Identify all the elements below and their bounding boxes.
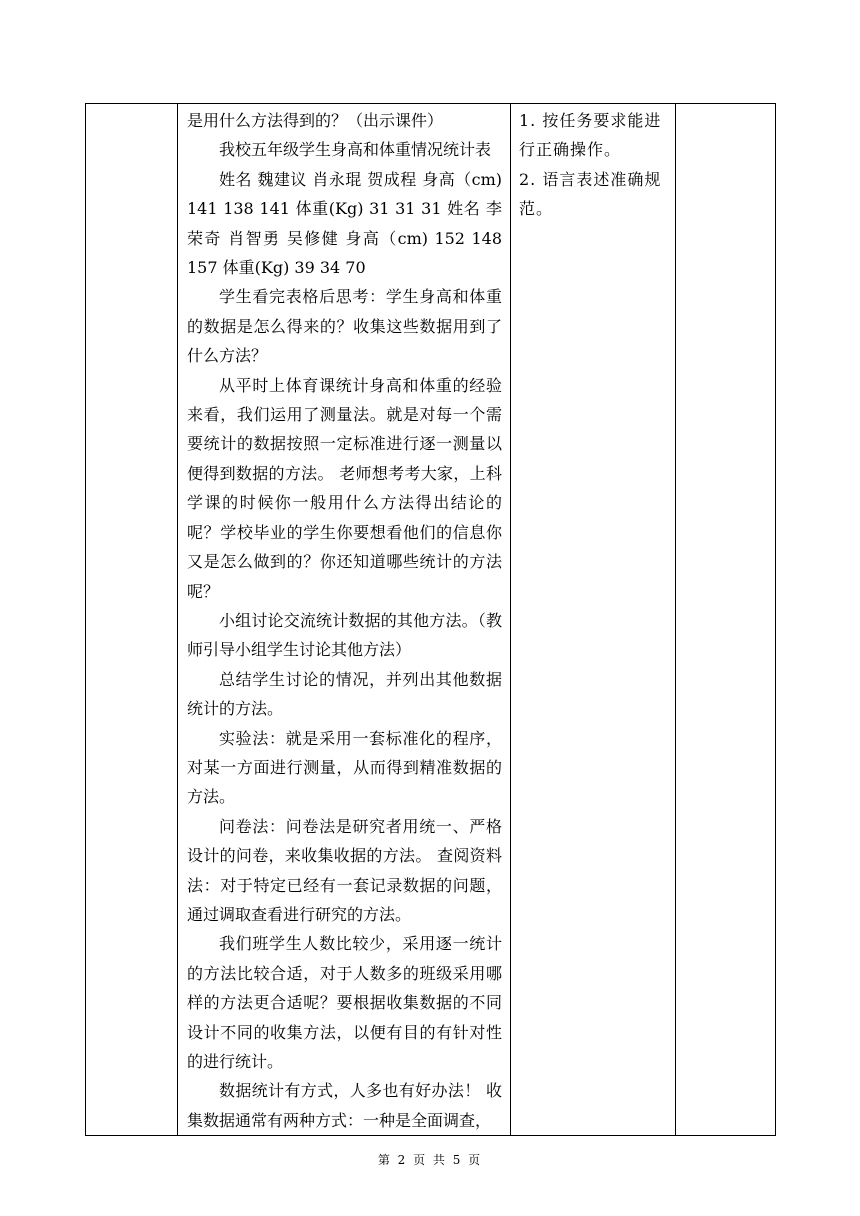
table-row <box>86 104 776 1136</box>
body-paragraph: 我校五年级学生身高和体重情况统计表 <box>219 140 492 160</box>
page-footer: 第 2 页 共 5 页 <box>377 1153 483 1167</box>
requirements-cell <box>511 104 676 1136</box>
requirement-item: 1. 按任务要求能进行正确操作。 <box>519 111 662 160</box>
requirements-text <box>511 104 675 224</box>
body-paragraph: 学生看完表格后思考：学生身高和体重的数据是怎么得来的？收集这些数据用到了什么方法？ <box>187 287 502 366</box>
blank-cell-right <box>676 104 776 1136</box>
teaching-process-cell <box>178 104 511 1136</box>
body-paragraph: 小组讨论交流统计数据的其他方法。（教师引导小组学生讨论其他方法） <box>187 610 502 660</box>
body-paragraph: 总结学生讨论的情况，并列出其他数据统计的方法。 <box>187 669 502 719</box>
body-paragraph: 实验法：就是采用一套标准化的程序，对某一方面进行测量，从而得到精准数据的方法。 <box>187 728 502 807</box>
body-paragraph: 我们班学生人数比较少，采用逐一统计的方法比较合适，对于人数多的班级采用哪样的方法更合适呢？要根据收集数据的不同设计不同的收集方法，以便有目的有针对性的进行统计。 <box>187 934 502 1071</box>
body-paragraph: 数据统计有方式，人多也有好办法！ 收集数据通常有两种方式：一种是全面调查， <box>187 1081 502 1130</box>
body-paragraph: 问卷法：问卷法是研究者用统一、严格设计的问卷，来收集收据的方法。 查阅资料法：对于特定已经有一套记录数据的问题，通过调取查看进行研究的方法。 <box>187 816 502 924</box>
teaching-process-text <box>178 104 510 1135</box>
body-paragraph: 姓名 魏建议 肖永琨 贺成程 身高（cm) 141 138 141 体重(Kg) 31 31 31 姓名 李荣奇 肖智勇 吴修健 身高（cm) 152 148 157 体重(Kg) 39 34 70 <box>187 169 502 278</box>
body-paragraph: 从平时上体育课统计身高和体重的经验来看，我们运用了测量法。就是对每一个需要统计的数据按照一定标准进行逐一测量以便得到数据的方法。 老师想考考大家，上科学课的时候你一般用什么方法得出结论的呢？学校毕业的学生你要想看他们的信息你又是怎么做到的？你还知道哪些统计的方法呢？ <box>187 375 502 601</box>
body-paragraph: 是用什么方法得到的？（出示课件） <box>187 111 444 130</box>
blank-cell-left <box>86 104 178 1136</box>
requirement-item: 2. 语言表述准确规范。 <box>519 169 662 219</box>
lesson-plan-table <box>85 103 776 1136</box>
